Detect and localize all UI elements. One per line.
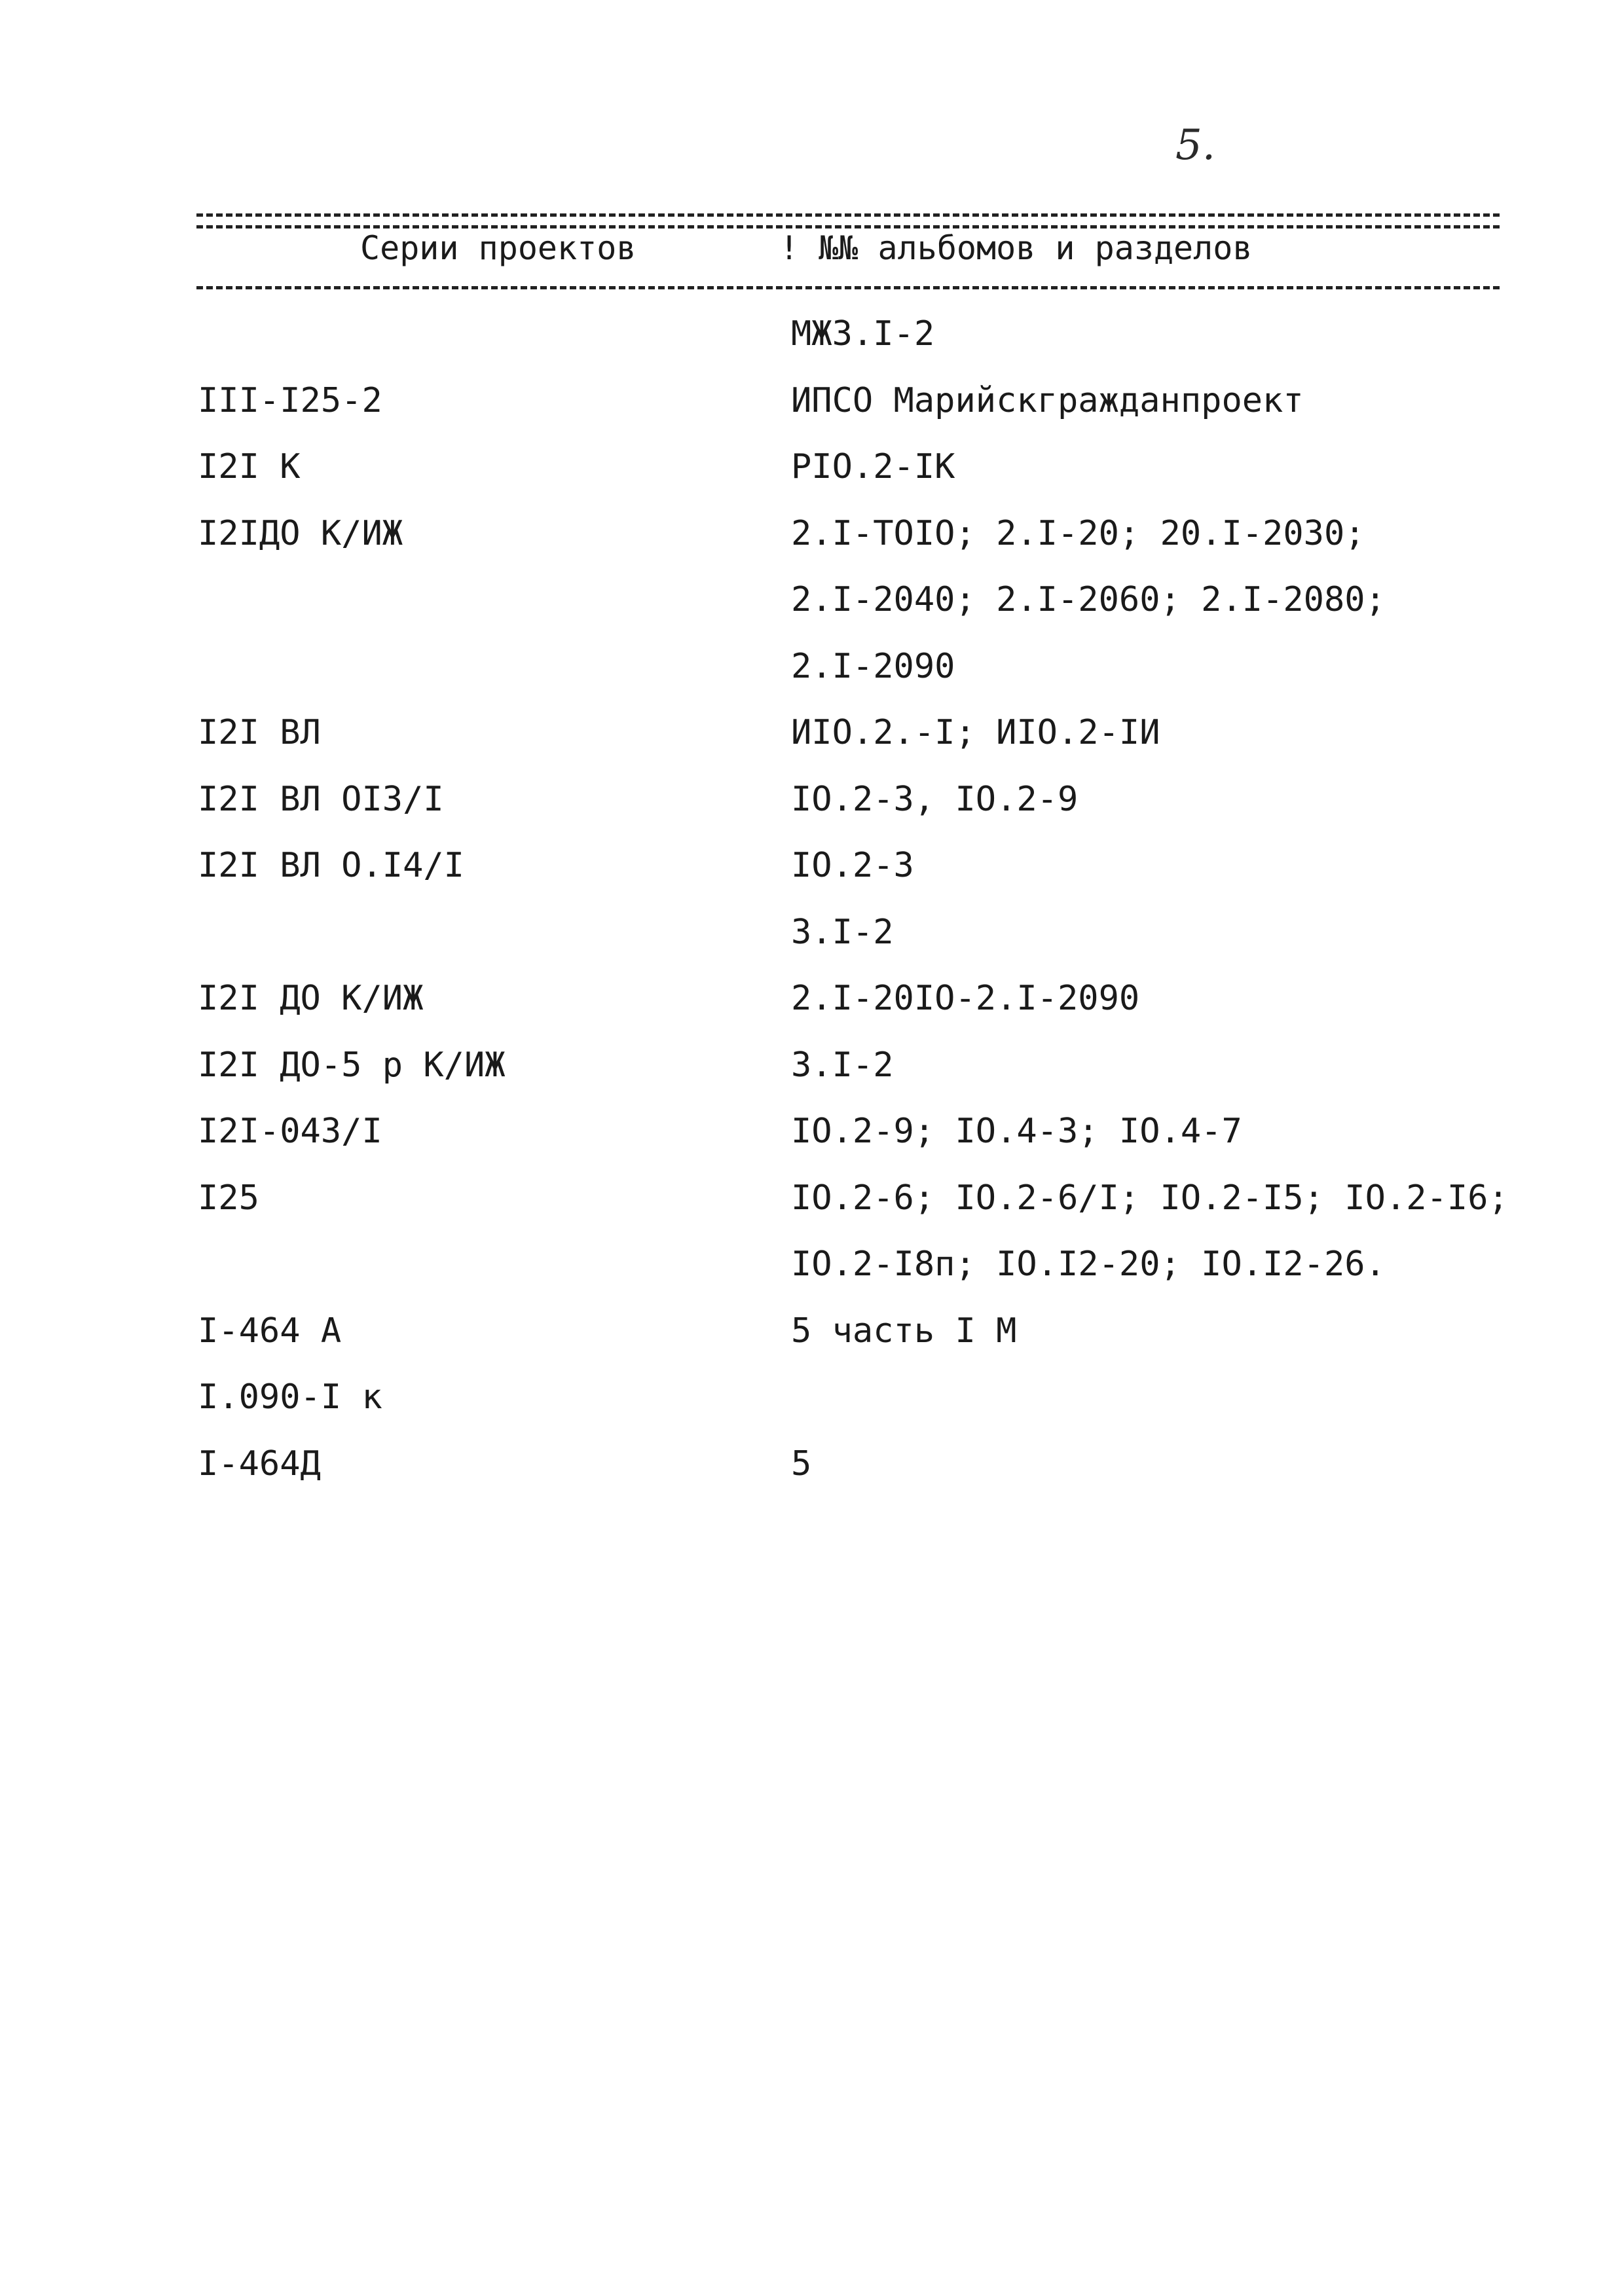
- albums-cell: IО.2-9; IО.4-3; IО.4-7: [791, 1112, 1242, 1151]
- albums-cell: IО.2-I8п; IО.I2-20; IО.I2-26.: [791, 1245, 1386, 1284]
- series-cell: I25: [198, 1178, 259, 1218]
- table-row: [0, 972, 1624, 1039]
- albums-cell: IО.2-3, IО.2-9: [791, 779, 1079, 819]
- table-row: [0, 374, 1624, 441]
- table-row: [0, 1039, 1624, 1106]
- table-row: [0, 906, 1624, 973]
- albums-cell: 2.I-2090: [791, 646, 955, 686]
- albums-cell: 2.I-20IО-2.I-2090: [791, 979, 1140, 1018]
- table-row: [0, 1371, 1624, 1438]
- column-header-albums: ! №№ альбомов и разделов: [779, 229, 1253, 267]
- table-row: [0, 574, 1624, 640]
- series-cell: I.090-I к: [198, 1377, 382, 1417]
- page-number: 5.: [1175, 121, 1216, 170]
- table-body: [0, 308, 1624, 1504]
- table-row: [0, 773, 1624, 840]
- albums-cell: 2.I-ТОIО; 2.I-20; 20.I-2030;: [791, 513, 1365, 553]
- table-row: [0, 839, 1624, 906]
- albums-cell: 3.I-2: [791, 1045, 894, 1085]
- albums-cell: РIО.2-IК: [791, 447, 955, 486]
- albums-cell: 3.I-2: [791, 912, 894, 952]
- series-cell: I-464Д: [198, 1444, 321, 1484]
- series-cell: I2I-043/I: [198, 1112, 382, 1151]
- table-row: [0, 640, 1624, 707]
- header-rule-top: [196, 213, 1500, 217]
- table-row: [0, 441, 1624, 507]
- albums-cell: IО.2-3: [791, 846, 914, 885]
- header-rule-bottom: [196, 286, 1500, 289]
- series-cell: I2I ВЛ OI3/I: [198, 779, 444, 819]
- albums-cell: 5 часть I М: [791, 1311, 1017, 1351]
- albums-cell: IО.2-6; IО.2-6/I; IО.2-I5; IО.2-I6;: [791, 1178, 1509, 1218]
- series-cell: I2I ВЛ: [198, 713, 321, 752]
- table-row: [0, 1238, 1624, 1305]
- table-row: [0, 507, 1624, 574]
- series-cell: I-464 А: [198, 1311, 342, 1351]
- table-row: [0, 706, 1624, 773]
- series-cell: I2I ДО-5 р К/ИЖ: [198, 1045, 506, 1085]
- albums-cell: ИIО.2.-I; ИIО.2-IИ: [791, 713, 1160, 752]
- albums-cell: МЖЗ.I-2: [791, 314, 935, 354]
- table-row: [0, 1172, 1624, 1239]
- table-row: [0, 1438, 1624, 1504]
- series-cell: I2I ДО К/ИЖ: [198, 979, 424, 1018]
- albums-cell: 5: [791, 1444, 812, 1484]
- table-row: [0, 1305, 1624, 1372]
- albums-cell: 2.I-2040; 2.I-2060; 2.I-2080;: [791, 580, 1386, 619]
- series-cell: I2I К: [198, 447, 301, 486]
- column-header-series: Серии проектов: [360, 229, 637, 267]
- series-cell: I2IДО К/ИЖ: [198, 513, 403, 553]
- albums-cell: ИПСО Марийскгражданпроект: [791, 380, 1304, 420]
- table-row: [0, 1105, 1624, 1172]
- series-cell: I2I ВЛ О.I4/I: [198, 846, 464, 885]
- series-cell: III-I25-2: [198, 380, 382, 420]
- table-row: [0, 308, 1624, 374]
- header-rule-top-second: [196, 225, 1500, 228]
